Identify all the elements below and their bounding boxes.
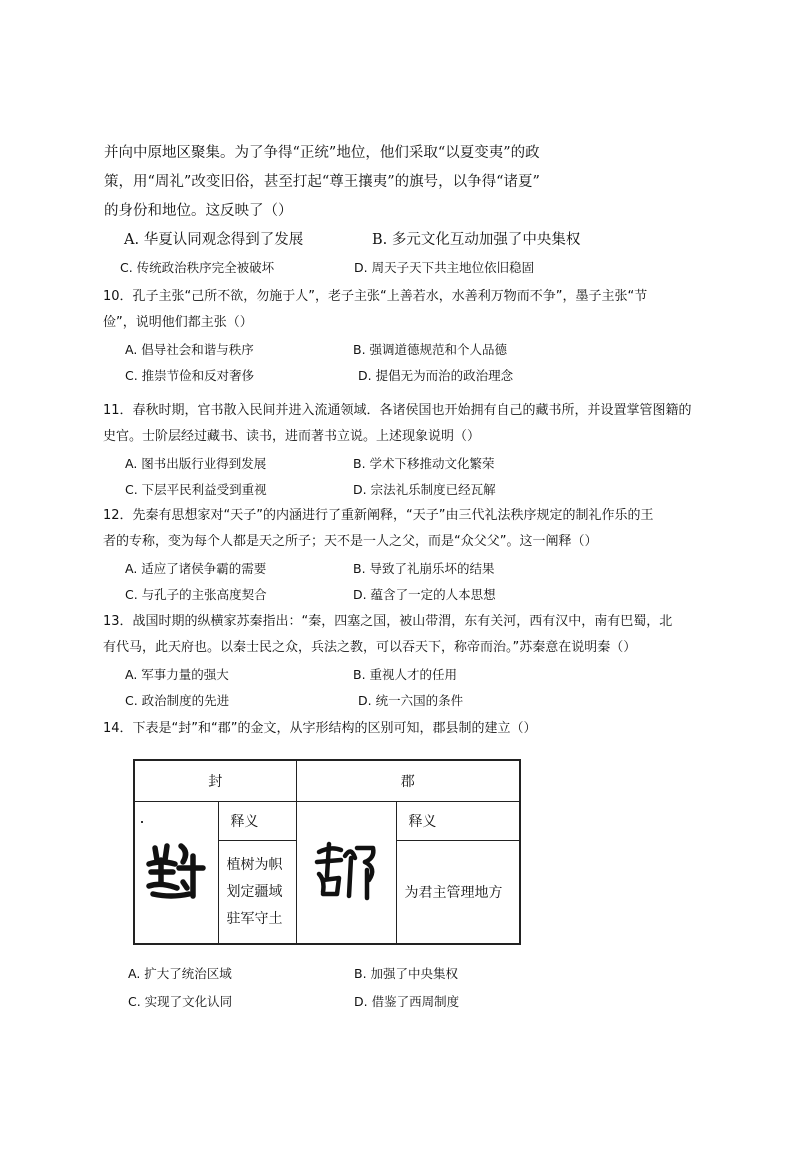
q11-stem-line-1: 11．春秋时期，官书散入民间并进入流通领域．各诸侯国也开始拥有自己的藏书所，并设置掌管图籍的 (103, 403, 692, 418)
q10-option-c[interactable]: C. 推崇节俭和反对奢侈 (125, 368, 255, 383)
feng-bronze-glyph (143, 838, 209, 908)
q11-option-c[interactable]: C. 下层平民利益受到重视 (125, 482, 267, 497)
q12-stem-line-1: 12．先秦有思想家对“天子”的内涵进行了重新阐释，“天子”由三代礼法秩序规定的制礼作乐的王 (103, 508, 654, 523)
q12-option-d[interactable]: D. 蕴含了一定的人本思想 (353, 587, 496, 602)
q9-option-d[interactable]: D. 周天子天下共主地位依旧稳固 (354, 260, 535, 275)
jun-bronze-glyph (311, 836, 381, 910)
header-jun: 郡 (296, 760, 520, 802)
jun-glyph-cell (296, 802, 396, 945)
q11-option-b[interactable]: B. 学术下移推动文化繁荣 (353, 456, 495, 471)
jinwen-table (133, 759, 521, 945)
q9-option-c[interactable]: C. 传统政治秩序完全被破坏 (120, 260, 275, 275)
q12-option-a[interactable]: A. 适应了诸侯争霸的需要 (125, 561, 267, 576)
q10-stem-line-2: 俭”，说明他们都主张（） (103, 315, 253, 330)
q13-stem-line-2: 有代马，此天府也。以秦士民之众，兵法之教，可以吞天下，称帝而治。”苏秦意在说明秦（） (103, 640, 637, 655)
q10-stem-line-1: 10．孔子主张“己所不欲，勿施于人”，老子主张“上善若水，水善利万物而不争”，墨子主张“节 (103, 289, 648, 304)
q11-option-a[interactable]: A. 图书出版行业得到发展 (125, 456, 267, 471)
q13-option-d[interactable]: D. 统一六国的条件 (358, 693, 464, 708)
feng-glyph-cell (134, 802, 218, 945)
q14-option-d[interactable]: D. 借鉴了西周制度 (354, 994, 460, 1009)
jun-meaning: 为君主管理地方 (396, 841, 520, 945)
feng-meaning-line-2: 划定疆域 (226, 883, 283, 900)
q10-option-d[interactable]: D. 提倡无为而治的政治理念 (358, 368, 514, 383)
speck-mark (141, 821, 143, 823)
q14-stem: 14．下表是“封”和“郡”的金文，从字形结构的区别可知，郡县制的建立（） (103, 721, 537, 736)
q10-option-a[interactable]: A. 倡导社会和谐与秩序 (125, 342, 254, 357)
q14-option-b[interactable]: B. 加强了中央集权 (354, 966, 459, 981)
feng-label: 释义 (218, 802, 296, 841)
header-feng: 封 (134, 760, 296, 802)
q9-stem-line-1: 并向中原地区聚集。为了争得“正统”地位，他们采取“以夏变夷”的政 (104, 145, 540, 161)
q11-stem-line-2: 史官。士阶层经过藏书、读书，进而著书立说。上述现象说明（） (103, 429, 481, 444)
q11-option-d[interactable]: D. 宗法礼乐制度已经瓦解 (353, 482, 496, 497)
q10-option-b[interactable]: B. 强调道德规范和个人品德 (353, 342, 508, 357)
q9-stem-line-3: 的身份和地位。这反映了（） (104, 203, 293, 219)
q9-option-b[interactable]: B. 多元文化互动加强了中央集权 (372, 232, 581, 248)
q9-stem-line-2: 策，用“周礼”改变旧俗，甚至打起“尊王攘夷”的旗号，以争得“诸夏” (104, 174, 540, 190)
q13-option-b[interactable]: B. 重视人才的任用 (353, 667, 458, 682)
feng-meaning (218, 841, 296, 945)
q14-option-c[interactable]: C. 实现了文化认同 (128, 994, 233, 1009)
q13-option-c[interactable]: C. 政治制度的先进 (125, 693, 230, 708)
q12-stem-line-2: 者的专称，变为每个人都是天之所子；天不是一人之父，而是“众父父”。这一阐释（） (103, 534, 598, 549)
q13-stem-line-1: 13．战国时期的纵横家苏秦指出：“秦，四塞之国，被山带渭，东有关河，西有汉中，南有巴蜀，北 (103, 614, 673, 629)
q9-option-a[interactable]: A. 华夏认同观念得到了发展 (124, 232, 304, 248)
q14-option-a[interactable]: A. 扩大了统治区域 (128, 966, 232, 981)
q12-option-c[interactable]: C. 与孔子的主张高度契合 (125, 587, 267, 602)
q13-option-a[interactable]: A. 军事力量的强大 (125, 667, 229, 682)
q12-option-b[interactable]: B. 导致了礼崩乐坏的结果 (353, 561, 495, 576)
jun-label: 释义 (396, 802, 520, 841)
feng-meaning-line-1: 植树为帜 (226, 856, 283, 873)
feng-meaning-line-3: 驻军守土 (226, 910, 283, 927)
